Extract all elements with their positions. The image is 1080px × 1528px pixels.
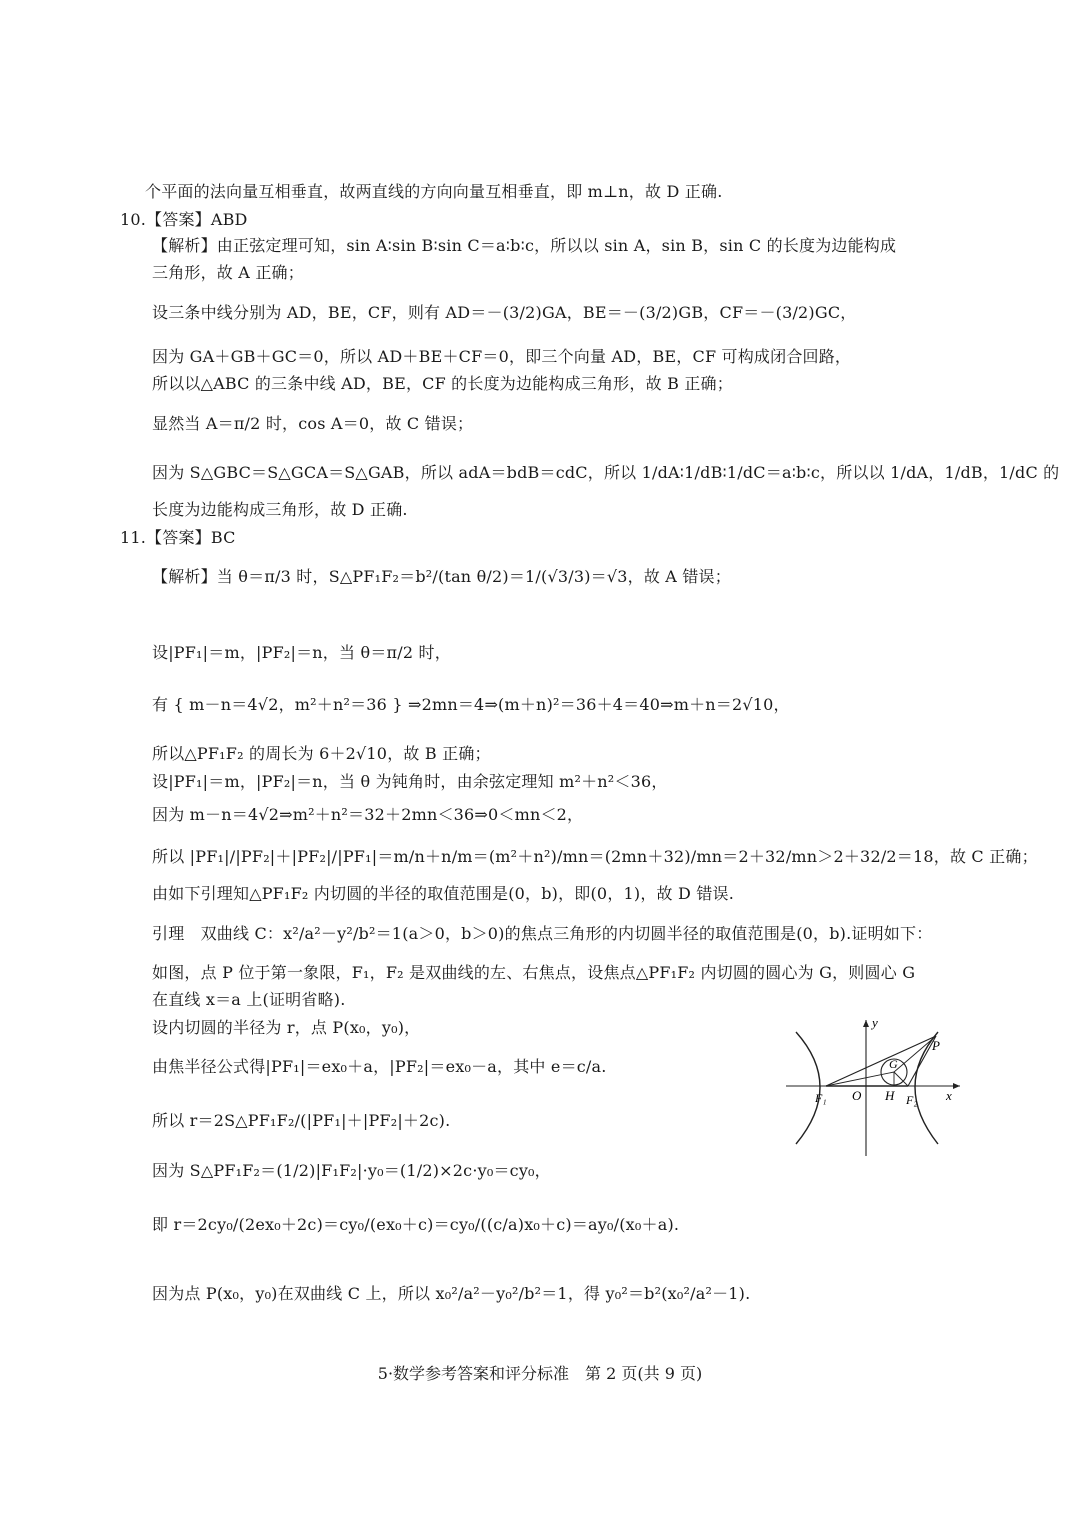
text-line: 所以△PF₁F₂ 的周长为 6＋2√10，故 B 正确； (152, 744, 491, 763)
text-line: 长度为边能构成三角形，故 D 正确. (152, 500, 408, 519)
text-line: 所以 r＝2S△PF₁F₂/(|PF₁|＋|PF₂|＋2c). (152, 1111, 451, 1130)
text-line: 由如下引理知△PF₁F₂ 内切圆的半径的取值范围是(0，b)，即(0，1)，故 D 错误. (152, 884, 735, 903)
text-line: 所以以△ABC 的三条中线 AD，BE，CF 的长度为边能构成三角形，故 B 正确； (152, 374, 733, 393)
lemma-line: 引理 双曲线 C：x²/a²－y²/b²＝1(a＞0，b＞0)的焦点三角形的内切圆半径的取值范围是(0，b).证明如下： (152, 924, 933, 943)
text-line: 显然当 A＝π/2 时，cos A＝0，故 C 错误； (152, 414, 474, 433)
segment-gf2 (894, 1072, 908, 1086)
x-axis-arrow (953, 1083, 960, 1089)
text-line: 如图，点 P 位于第一象限，F₁，F₂ 是双曲线的左、右焦点，设焦点△PF₁F₂ 内切圆的圆心为 G，则圆心 G (152, 963, 916, 982)
text-line: 个平面的法向量互相垂直，故两直线的方向向量互相垂直，即 m⊥n，故 D 正确. (145, 182, 723, 201)
label-f2: F₂ (906, 1093, 918, 1107)
left-branch (796, 1032, 820, 1144)
label-f1: F₁ (815, 1091, 827, 1105)
label-p: P (932, 1038, 940, 1053)
text-line: 因为 S△PF₁F₂＝(1/2)|F₁F₂|·y₀＝(1/2)×2c·y₀＝cy₀， (152, 1161, 551, 1180)
text-line: 三角形，故 A 正确； (152, 263, 304, 282)
text-line: 设内切圆的半径为 r，点 P(x₀，y₀)， (152, 1018, 421, 1037)
segment-gf1 (826, 1072, 894, 1086)
segment-gp (894, 1036, 936, 1072)
hyperbola-figure (782, 1016, 964, 1160)
label-h: H (885, 1088, 895, 1103)
label-o: O (852, 1088, 862, 1103)
text-line: 因为 S△GBC＝S△GCA＝S△GAB，所以 adA＝bdB＝cdC，所以 1/dA∶1/dB∶1/dC＝a∶b∶c，所以以 1/dA，1/dB，1/dC 的 (152, 463, 1060, 482)
text-line: 设|PF₁|＝m，|PF₂|＝n，当 θ＝π/2 时， (152, 643, 451, 662)
text-line: 【解析】由正弦定理可知，sin A∶sin B∶sin C＝a∶b∶c，所以以 sin A，sin B，sin C 的长度为边能构成 (152, 236, 897, 255)
text-line: 因为点 P(x₀，y₀)在双曲线 C 上，所以 x₀²/a²－y₀²/b²＝1，得 y₀²＝b²(x₀²/a²－1). (152, 1284, 751, 1303)
text-line: 【解析】当 θ＝π/3 时，S△PF₁F₂＝b²/(tan θ/2)＝1/(√3/3)＝√3，故 A 错误； (152, 567, 731, 586)
text-line: 设三条中线分别为 AD，BE，CF，则有 AD＝－(3/2)GA，BE＝－(3/2)GB，CF＝－(3/2)GC， (152, 303, 857, 322)
text-line: 在直线 x＝a 上(证明省略). (152, 990, 346, 1009)
text-line: 由焦半径公式得|PF₁|＝ex₀＋a，|PF₂|＝ex₀－a，其中 e＝c/a. (152, 1057, 607, 1076)
label-y: y (872, 1016, 878, 1030)
label-g: G (889, 1057, 898, 1071)
hyperbola-diagram (782, 1016, 964, 1160)
text-line: 即 r＝2cy₀/(2ex₀＋2c)＝cy₀/(ex₀＋c)＝cy₀/((c/a)x₀＋c)＝ay₀/(x₀＋a). (152, 1215, 680, 1234)
y-axis-arrow (863, 1020, 869, 1027)
text-line: 因为 m－n＝4√2⇒m²＋n²＝32＋2mn＜36⇒0＜mn＜2， (152, 805, 584, 824)
text-line: 因为 GA＋GB＋GC＝0，所以 AD＋BE＋CF＝0，即三个向量 AD，BE，CF 可构成闭合回路， (152, 347, 852, 366)
answer-heading-10: 10.【答案】ABD (120, 210, 248, 229)
text-line: 所以 |PF₁|/|PF₂|＋|PF₂|/|PF₁|＝m/n＋n/m＝(m²＋n²)/mn＝(2mn＋32)/mn＝2＋32/mn＞2＋32/2＝18，故 C 正确； (152, 847, 1038, 866)
text-line: 有 { m－n＝4√2，m²＋n²＝36 } ⇒2mn＝4⇒(m＋n)²＝36＋4＝40⇒m＋n＝2√10， (152, 695, 790, 714)
label-x: x (946, 1088, 952, 1103)
answer-heading-11: 11.【答案】BC (120, 528, 236, 547)
page-footer: 5·数学参考答案和评分标准 第 2 页(共 9 页) (377, 1364, 703, 1383)
text-line: 设|PF₁|＝m，|PF₂|＝n，当 θ 为钝角时，由余弦定理知 m²＋n²＜36， (152, 772, 668, 791)
